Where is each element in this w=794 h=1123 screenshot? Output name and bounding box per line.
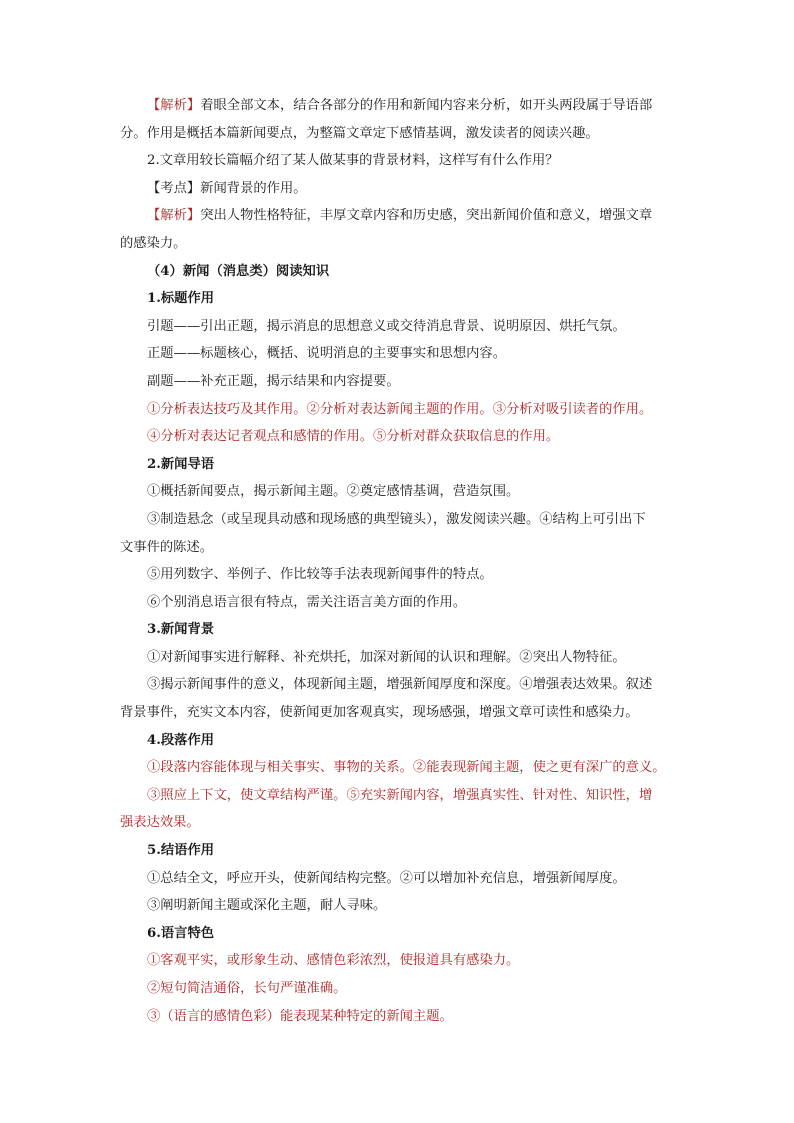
text-line-h5	[120, 837, 680, 865]
text-line-l9	[120, 561, 680, 589]
text-run: 正题——标题核心，概括、说明消息的主要事实和思想内容。	[147, 346, 507, 362]
text-line-l6	[120, 478, 680, 506]
text-line-l13	[120, 699, 680, 727]
text-run: ③照应上下文，使文章结构严谨。⑤充实新闻内容，增强真实性、针对性、知识性，增	[147, 787, 653, 803]
text-line-h3	[120, 616, 680, 644]
text-run: 1.标题作用	[147, 291, 215, 307]
text-line-l20	[120, 975, 680, 1003]
text-run: 文事件的陈述。	[120, 539, 214, 555]
text-line-h4	[120, 727, 680, 755]
text-run: 背景事件，充实文本内容，使新闻更加客观真实，现场感强，增强文章可读性和感染力。	[120, 705, 639, 721]
text-run: ②短句简洁通俗，长句严谨准确。	[147, 981, 347, 996]
text-line-l14	[120, 754, 680, 782]
text-run: ①段落内容能体现与相关事实、事物的关系。②能表现新闻主题，使之更有深广的意义。	[147, 760, 666, 776]
text-run: ⑥个别消息语言很有特点，需关注语言美方面的作用。	[147, 594, 467, 610]
text-line-h6	[120, 920, 680, 948]
text-run: 引题——引出正题，揭示消息的思想意义或交待消息背景、说明原因、烘托气氛。	[147, 318, 626, 334]
text-run: ④分析对表达记者观点和感情的作用。⑤分析对群众获取信息的作用。	[147, 429, 560, 445]
text-line-l19	[120, 947, 680, 975]
text-run: 强表达效果。	[120, 815, 200, 831]
text-line-h1	[120, 285, 680, 313]
text-run: ①分析表达技巧及其作用。②分析对表达新闻主题的作用。③分析对吸引读者的作用。	[147, 401, 653, 417]
text-run: （4）新闻（消息类）阅读知识	[147, 263, 330, 279]
text-run: 的感染力。	[120, 235, 187, 251]
text-line-jiexi2-b	[120, 230, 680, 258]
text-line-l1	[120, 313, 680, 341]
text-line-l21	[120, 1003, 680, 1031]
text-line-jiexi1-b	[120, 120, 680, 148]
text-run: ①概括新闻要点，揭示新闻主题。②奠定感情基调，营造氛围。	[147, 484, 520, 500]
text-run: 副题——补充正题，揭示结果和内容提要。	[147, 373, 400, 389]
text-run: ①总结全文，呼应开头，使新闻结构完整。②可以增加补充信息，增强新闻厚度。	[147, 870, 626, 886]
text-run: 着眼全部文本，结合各部分的作用和新闻内容来分析，如开头两段属于导语部	[200, 98, 653, 113]
text-run: ⑤用列数字、举例子、作比较等手法表现新闻事件的特点。	[147, 567, 493, 583]
text-line-l4	[120, 396, 680, 424]
text-line-l5	[120, 423, 680, 451]
text-line-l7	[120, 506, 680, 534]
text-run: 2.新闻导语	[147, 456, 215, 472]
text-run: 4.段落作用	[147, 732, 215, 748]
text-line-l15	[120, 782, 680, 810]
text-run: 2.文章用较长篇幅介绍了某人做某事的背景材料，这样写有什么作用？	[147, 153, 559, 169]
text-line-l3	[120, 368, 680, 396]
text-run: 5.结语作用	[147, 843, 215, 859]
text-line-l17	[120, 865, 680, 893]
text-line-l2	[120, 340, 680, 368]
text-run: 3.新闻背景	[147, 622, 215, 638]
document-body	[120, 92, 680, 1030]
text-line-l12	[120, 671, 680, 699]
text-run: ③阐明新闻主题或深化主题，耐人寻味。	[147, 898, 387, 914]
text-line-l16	[120, 809, 680, 837]
text-run: 分。作用是概括本篇新闻要点，为整篇文章定下感情基调，激发读者的阅读兴趣。	[120, 125, 599, 141]
text-line-jiexi2-a	[120, 202, 680, 230]
text-run: ①对新闻事实进行解释、补充烘托，加深对新闻的认识和理解。②突出人物特征。	[147, 649, 626, 665]
text-line-jiexi1-a	[120, 92, 680, 120]
text-run: ③制造悬念（或呈现具动感和现场感的典型镜头），激发阅读兴趣。④结构上可引出下	[147, 511, 646, 527]
text-line-l8	[120, 534, 680, 562]
text-line-h2	[120, 451, 680, 479]
red-label: 【解析】	[147, 208, 201, 224]
text-run: 6.语言特色	[147, 925, 215, 941]
text-line-l11	[120, 644, 680, 672]
text-line-sec4	[120, 258, 680, 286]
text-run: 突出人物性格特征，丰厚文章内容和历史感，突出新闻价值和意义，增强文章	[200, 208, 653, 224]
text-run: ①客观平实，或形象生动、感情色彩浓烈，使报道具有感染力。	[147, 953, 520, 969]
text-run: 【考点】新闻背景的作用。	[147, 180, 307, 196]
text-line-l18	[120, 892, 680, 920]
text-line-q2	[120, 147, 680, 175]
text-run: ③（语言的感情色彩）能表现某种特定的新闻主题。	[147, 1008, 453, 1024]
text-line-l10	[120, 589, 680, 617]
red-label: 【解析】	[147, 98, 201, 113]
text-run: ③揭示新闻事件的意义，体现新闻主题，增强新闻厚度和深度。④增强表达效果。叙述	[147, 677, 653, 693]
text-line-kaodian	[120, 175, 680, 203]
